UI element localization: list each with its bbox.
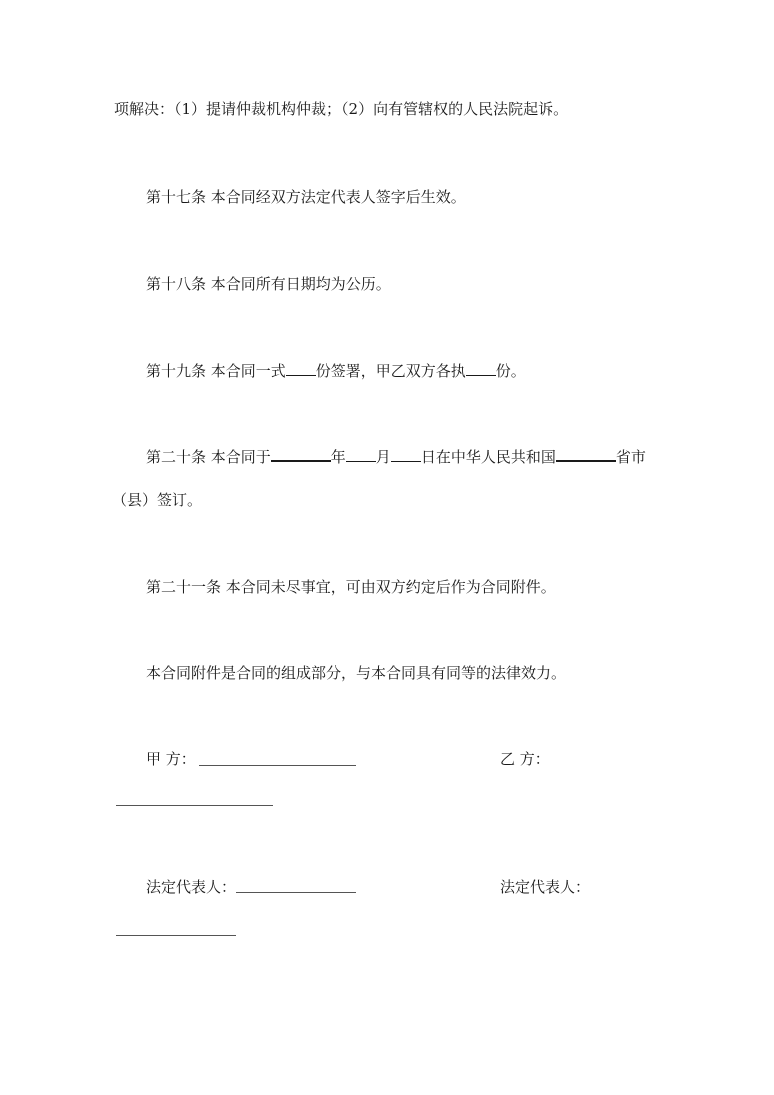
copies-total-blank [286,361,316,376]
party-a-label: 甲 方： [146,750,196,768]
province-blank [556,446,616,462]
article-21-text: 第二十一条 本合同未尽事宜，可由双方约定后作为合同附件。 [146,578,556,596]
article-20-continued [112,489,202,511]
article-19-text-c: 份。 [495,362,526,380]
article-18-text: 第十八条 本合同所有日期均为公历。 [146,275,391,293]
year-blank [271,446,331,462]
article-19 [146,360,526,382]
month-blank [346,447,376,462]
article-18 [146,273,391,295]
article-17 [146,186,466,208]
article-19-text-a: 第十九条 本合同一式 [146,362,286,380]
party-b-line [500,748,550,770]
province-label: 省市 [615,448,646,466]
article-20-text-a: 第二十条 本合同于 [146,448,271,466]
attachment-clause-text: 本合同附件是合同的组成部分，与本合同具有同等的法律效力。 [146,664,567,682]
party-a-blank [199,765,356,766]
rep-b-label: 法定代表人： [500,878,591,896]
rep-a-blank [236,892,356,893]
day-blank [391,447,421,462]
rep-a-line [146,876,236,898]
year-label: 年 [330,448,346,466]
paragraph-dispute-resolution [114,98,568,120]
attachment-clause [146,662,566,684]
party-a-line [146,748,196,770]
party-b-blank [116,805,273,806]
article-19-text-b: 份签署，甲乙双方各执 [315,362,466,380]
month-label: 月 [375,448,391,466]
article-21 [146,576,556,598]
article-20-text-b: 日在中华人民共和国 [420,448,556,466]
article-20 [146,446,646,468]
rep-b-blank [116,935,236,936]
rep-a-label: 法定代表人： [146,878,237,896]
party-b-label: 乙 方： [500,750,550,768]
copies-each-blank [466,361,496,376]
article-17-text: 第十七条 本合同经双方法定代表人签字后生效。 [146,188,466,206]
rep-b-line [500,876,590,898]
paragraph-text: 项解决：（1）提请仲裁机构仲裁；（2）向有管辖权的人民法院起诉。 [114,100,569,118]
article-20-text-c: （县）签订。 [112,491,203,509]
